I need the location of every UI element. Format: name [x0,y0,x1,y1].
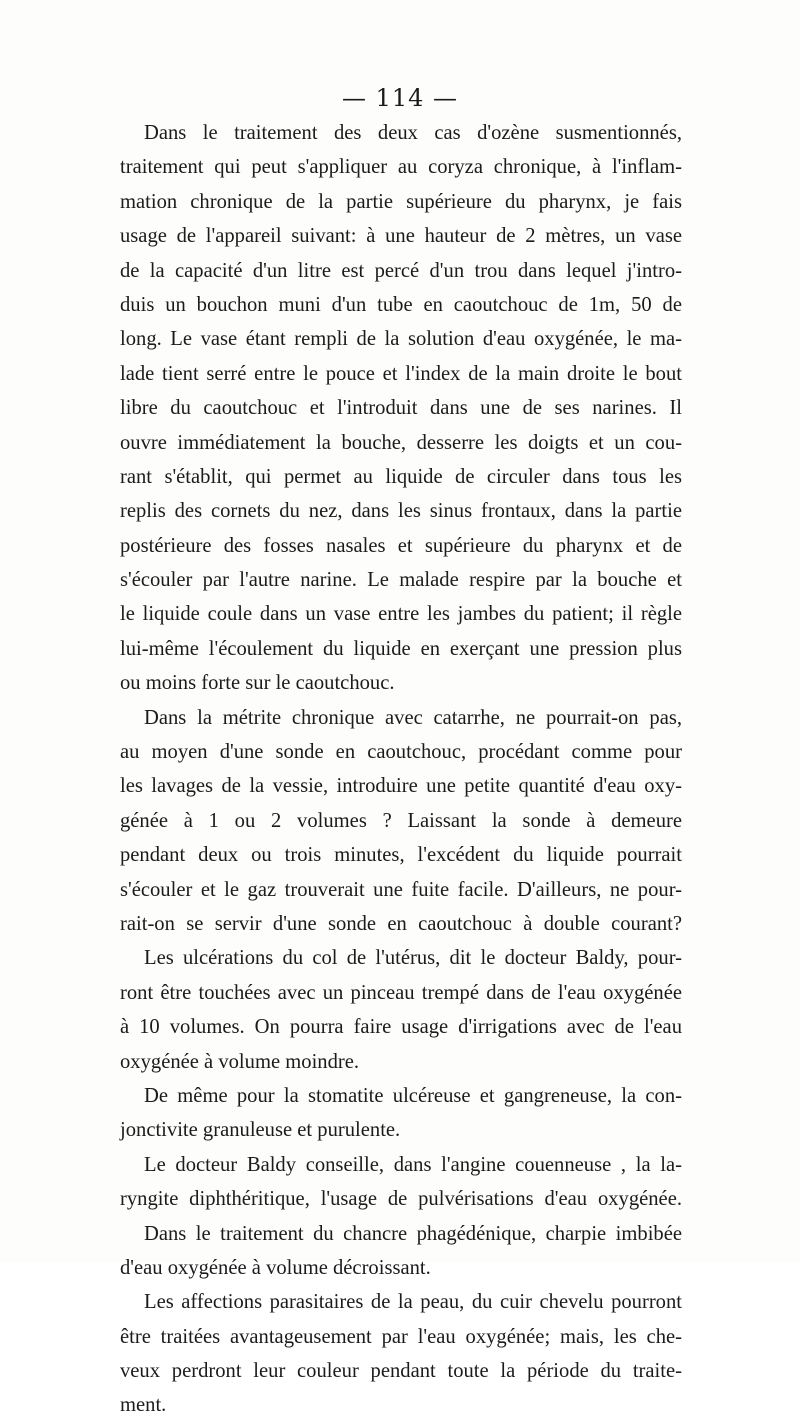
text-line: génée à 1 ou 2 volumes ? Laissant la sonde à demeure [120,809,682,832]
text-line: ment. [120,1394,167,1417]
text-line: au moyen d'une sonde en caoutchouc, procédant comme pour [120,741,682,764]
text-line: usage de l'appareil suivant: à une hauteur de 2 mètres, un vase [120,225,682,248]
text-line: d'eau oxygénée à volume décroissant. [120,1256,431,1279]
text-line: veux perdront leur couleur pendant toute la période du traite- [120,1360,682,1383]
text-line: long. Le vase étant rempli de la solution d'eau oxygénée, le ma- [120,328,682,351]
text-line: replis des cornets du nez, dans les sinus frontaux, dans la partie [120,500,682,523]
text-line: à 10 volumes. On pourra faire usage d'irrigations avec de l'eau [120,1016,682,1039]
text-line: Le docteur Baldy conseille, dans l'angine couenneuse , la la- [144,1153,682,1176]
text-line: Dans le traitement des deux cas d'ozène susmentionnés, [144,122,682,144]
text-line: pendant deux ou trois minutes, l'excédent du liquide pourrait [120,844,682,867]
text-line: s'écouler par l'autre narine. Le malade respire par la bouche et [120,569,682,592]
text-line: Dans la métrite chronique avec catarrhe, ne pourrait-on pas, [144,706,682,729]
text-line: ouvre immédiatement la bouche, desserre les doigts et un cou- [120,431,682,454]
text-line: ryngite diphthéritique, l'usage de pulvérisations d'eau oxygénée. [120,1188,682,1211]
text-line: ou moins forte sur le caoutchouc. [120,672,395,695]
text-line: mation chronique de la partie supérieure du pharynx, je fais [120,190,682,213]
text-line: Les affections parasitaires de la peau, du cuir chevelu pourront [144,1291,682,1314]
text-line: traitement qui peut s'appliquer au coryza chronique, à l'inflam- [120,156,682,179]
text-line: lui-même l'écoulement du liquide en exerçant une pression plus [120,637,682,660]
text-line: oxygénée à volume moindre. [120,1050,360,1073]
page-number: — 114 — [341,84,459,112]
text-line: Dans le traitement du chancre phagédénique, charpie imbibée [144,1222,682,1245]
text-line: postérieure des fosses nasales et supérieure du pharynx et de [120,534,682,557]
body-text [120,116,682,1423]
text-line: s'écouler et le gaz trouverait une fuite facile. D'ailleurs, ne pour- [120,878,682,901]
text-line: duis un bouchon muni d'un tube en caoutchouc de 1m, 50 de [120,293,682,316]
text-line: rant s'établit, qui permet au liquide de circuler dans tous les [120,465,682,488]
text-line: Les ulcérations du col de l'utérus, dit le docteur Baldy, pour- [144,947,682,970]
text-line: jonctivite granuleuse et purulente. [120,1119,401,1142]
text-line: lade tient serré entre le pouce et l'index de la main droite le bout [120,362,682,385]
text-line: libre du caoutchouc et l'introduit dans une de ses narines. Il [120,397,682,420]
text-line: le liquide coule dans un vase entre les jambes du patient; il règle [120,603,682,626]
text-line: les lavages de la vessie, introduire une petite quantité d'eau oxy- [120,775,682,798]
text-line: être traitées avantageusement par l'eau oxygénée; mais, les che- [120,1325,682,1348]
text-line: De même pour la stomatite ulcéreuse et gangreneuse, la con- [144,1084,682,1107]
text-line: de la capacité d'un litre est percé d'un trou dans lequel j'intro- [120,259,682,282]
text-line: rait-on se servir d'une sonde en caoutchouc à double courant? [120,912,682,935]
text-line: ront être touchées avec un pinceau trempé dans de l'eau oxygénée [120,981,682,1004]
